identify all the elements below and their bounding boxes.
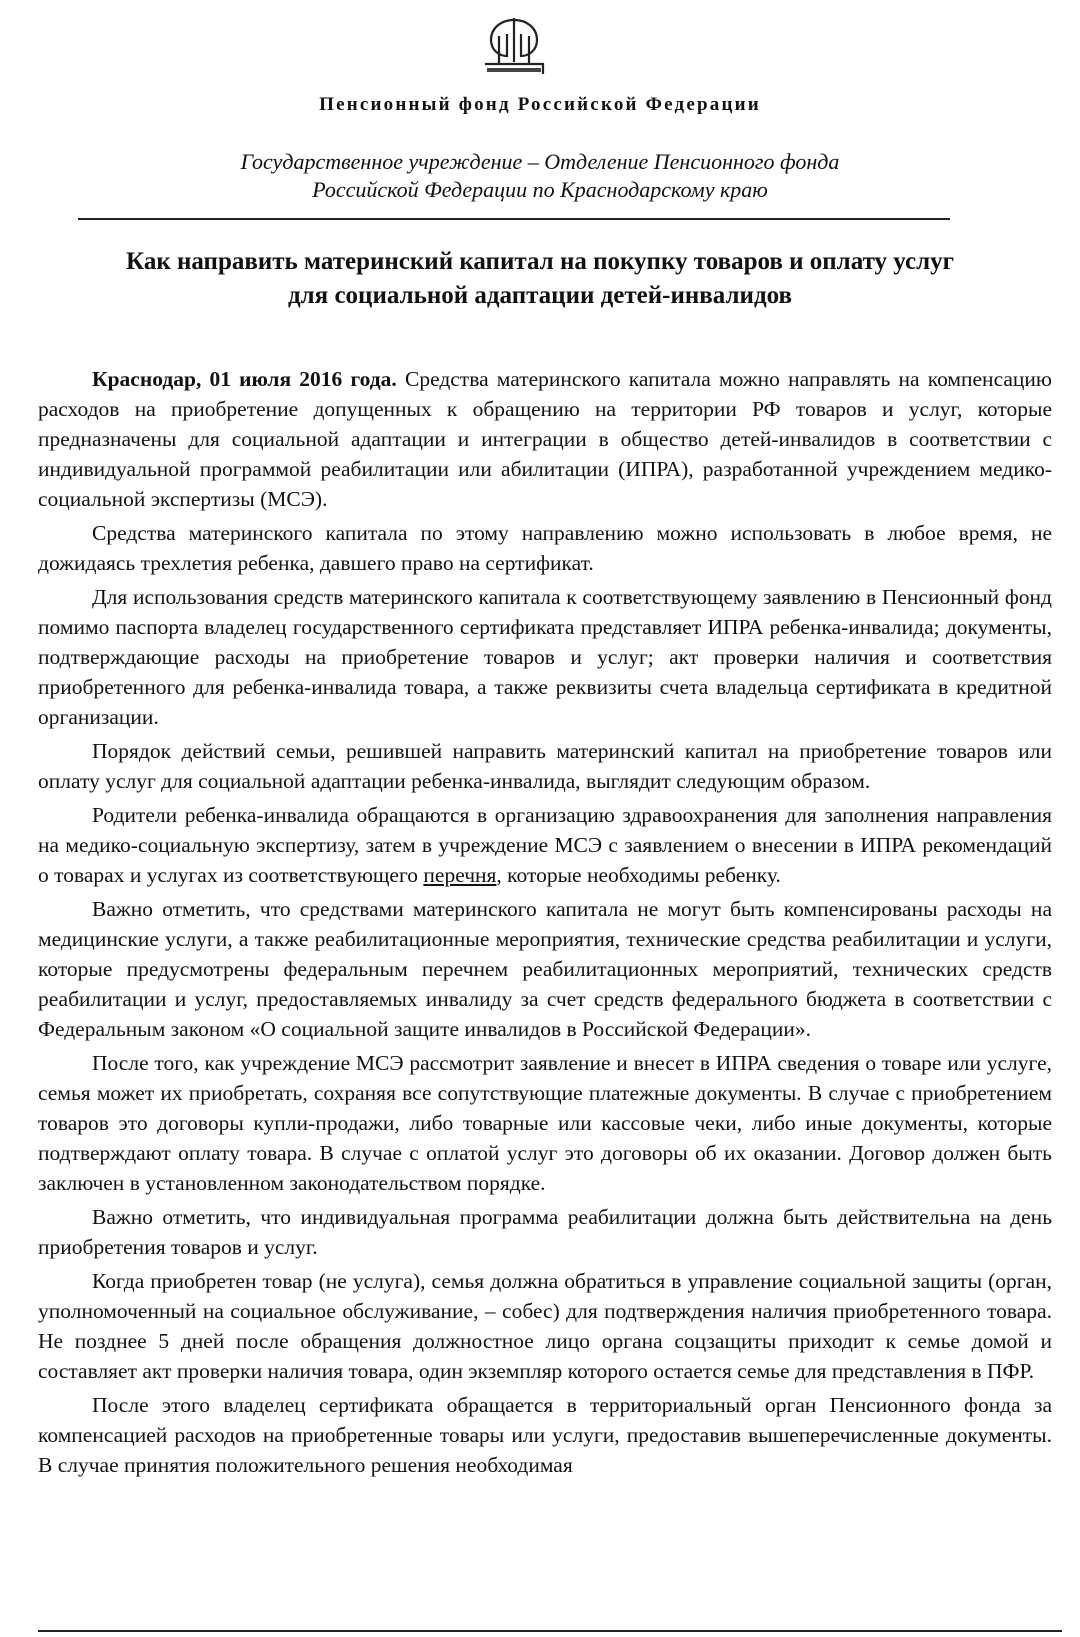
paragraph-9: Когда приобретен товар (не услуга), семья должна обратиться в управление социальной защиты (орган, уполномоченный на социальное обслуживание, – собес) для подтверждения наличия приобретенного товара. Не позднее 5 дней после обращения должностное лицо органа соцзащиты приходит к семье домой и составляет акт проверки наличия товара, один экземпляр которого остается семье для представления в ПФР. bbox=[38, 1269, 1052, 1383]
header-divider bbox=[78, 218, 950, 220]
pfr-logo-icon bbox=[473, 14, 555, 82]
institution-line-1: Государственное учреждение – Отделение Пенсионного фонда bbox=[240, 149, 840, 174]
institution-name bbox=[0, 148, 1080, 204]
paragraph-5 bbox=[38, 800, 1052, 890]
title-line-2: для социальной адаптации детей-инвалидов bbox=[288, 282, 792, 309]
paragraph-5-text-b: , которые необходимы ребенку. bbox=[496, 863, 781, 887]
paragraph-7: После того, как учреждение МСЭ рассмотрит заявление и внесет в ИПРА сведения о товаре или услуге, семья может их приобретать, сохраняя все сопутствующие платежные документы. В случае с приобретением товаров это договоры купли-продажи, либо товарные или кассовые чеки, либо иные документы, которые подтверждают оплату товара. В случае с оплатой услуг это договоры об их оказании. Договор должен быть заключен в установленном законодательством порядке. bbox=[38, 1051, 1052, 1195]
paragraph-10: После этого владелец сертификата обращается в территориальный орган Пенсионного фонда за компенсацией расходов на приобретенные товары или услуги, предоставив вышеперечисленные документы. В случае принятия положительного решения необходимая bbox=[38, 1393, 1052, 1477]
article-title bbox=[40, 245, 1040, 313]
article-body bbox=[38, 364, 1052, 1484]
institution-line-2: Российской Федерации по Краснодарскому краю bbox=[312, 177, 768, 202]
footer-divider bbox=[38, 1630, 1062, 1632]
paragraph-4: Порядок действий семьи, решившей направить материнский капитал на приобретение товаров или оплату услуг для социальной адаптации ребенка-инвалида, выглядит следующим образом. bbox=[38, 739, 1052, 793]
paragraph-1-text: Средства материнского капитала можно направлять на компенсацию расходов на приобретение допущенных к обращению на территории РФ товаров и услуг, которые предназначены для социальной адаптации и интеграции в общество детей-инвалидов в соответствии с индивидуальной программой реабилитации или абилитации (ИПРА), разработанной учреждением медико-социальной экспертизы (МСЭ). bbox=[38, 367, 1052, 511]
paragraph-3: Для использования средств материнского капитала к соответствующему заявлению в Пенсионный фонд помимо паспорта владелец государственного сертификата представляет ИПРА ребенка-инвалида; документы, подтверждающие расходы на приобретение товаров и услуг; акт проверки наличия и соответствия приобретенного для ребенка-инвалида товара, а также реквизиты счета владельца сертификата в кредитной организации. bbox=[38, 585, 1052, 729]
organization-name: Пенсионный фонд Российской Федерации bbox=[319, 94, 761, 115]
list-link[interactable]: перечня bbox=[423, 863, 497, 887]
paragraph-1 bbox=[38, 364, 1052, 514]
paragraph-2: Средства материнского капитала по этому направлению можно использовать в любое время, не дожидаясь трехлетия ребенка, давшего право на сертификат. bbox=[38, 521, 1052, 575]
paragraph-6: Важно отметить, что средствами материнского капитала не могут быть компенсированы расходы на медицинские услуги, а также реабилитационные мероприятия, технические средства реабилитации и услуги, которые предусмотрены федеральным перечнем реабилитационных мероприятий, технических средств реабилитации и услуг, предоставляемых инвалиду за счет средств федерального бюджета в соответствии с Федеральным законом «О социальной защите инвалидов в Российской Федерации». bbox=[38, 897, 1052, 1041]
paragraph-8: Важно отметить, что индивидуальная программа реабилитации должна быть действительна на день приобретения товаров и услуг. bbox=[38, 1205, 1052, 1259]
title-line-1: Как направить материнский капитал на покупку товаров и оплату услуг bbox=[126, 248, 954, 275]
dateline: Краснодар, 01 июля 2016 года. bbox=[92, 367, 397, 391]
paragraph-5-text-a: Родители ребенка-инвалида обращаются в организацию здравоохранения для заполнения направления на медико-социальную экспертизу, затем в учреждение МСЭ с заявлением о внесении в ИПРА рекомендаций о товарах и услугах из соответствующего bbox=[38, 803, 1052, 887]
